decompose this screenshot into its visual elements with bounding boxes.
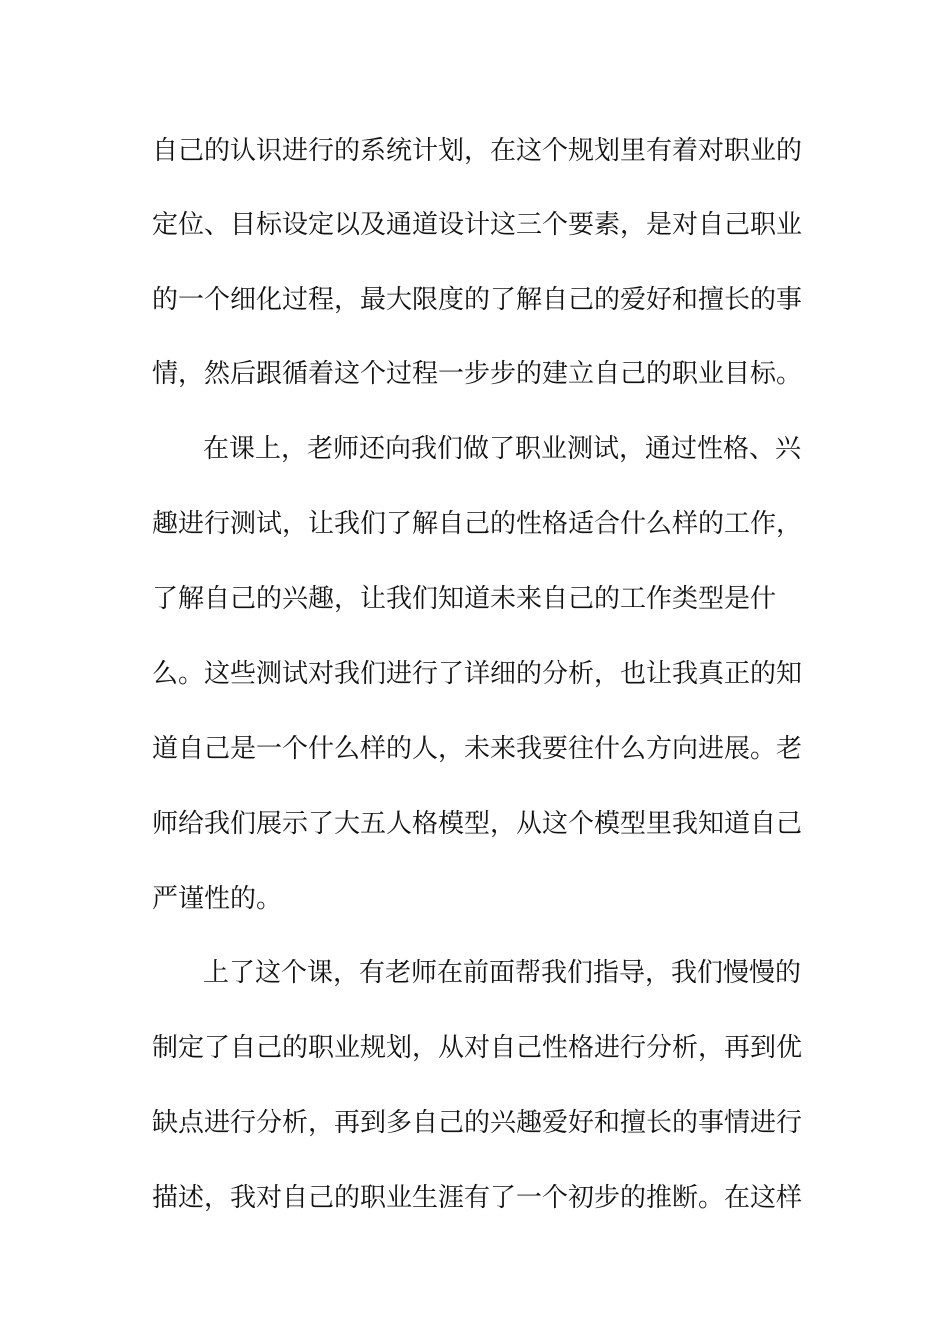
- text-line: 上了这个课，有老师在前面帮我们指导，我们慢慢的: [203, 958, 802, 988]
- text-line: 自己的认识进行的系统计划，在这个规划里有着对职业的: [152, 136, 803, 166]
- text-line: 师给我们展示了大五人格模型，从这个模型里我知道自己: [152, 809, 803, 839]
- text-line: 道自己是一个什么样的人，未来我要往什么方向进展。老: [152, 734, 803, 764]
- text-line: 么。这些测试对我们进行了详细的分析，也让我真正的知: [152, 659, 803, 689]
- text-line: 缺点进行分析，再到多自己的兴趣爱好和擅长的事情进行: [152, 1108, 803, 1138]
- text-line: 趣进行测试，让我们了解自己的性格适合什么样的工作，: [152, 509, 803, 539]
- text-line: 制定了自己的职业规划，从对自己性格进行分析，再到优: [152, 1033, 803, 1063]
- text-line: 描述，我对自己的职业生涯有了一个初步的推断。在这样: [152, 1183, 803, 1213]
- text-line: 情，然后跟循着这个过程一步步的建立自己的职业目标。: [152, 359, 803, 389]
- text-line: 严谨性的。: [152, 884, 283, 914]
- text-line: 的一个细化过程，最大限度的了解自己的爱好和擅长的事: [152, 285, 803, 315]
- text-line: 了解自己的兴趣，让我们知道未来自己的工作类型是什: [152, 584, 777, 614]
- text-line: 在课上，老师还向我们做了职业测试，通过性格、兴: [203, 434, 802, 464]
- text-line: 定位、目标设定以及通道设计这三个要素，是对自己职业: [152, 210, 803, 240]
